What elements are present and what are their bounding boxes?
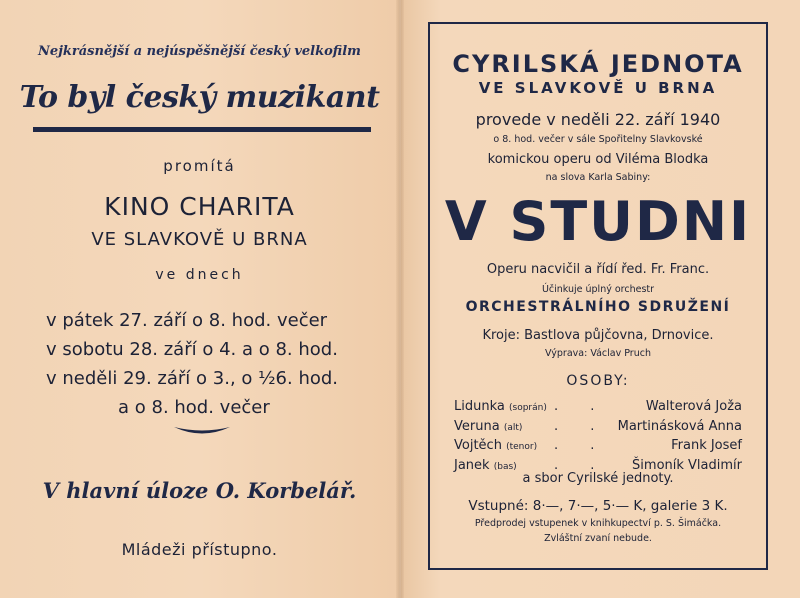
screening-date: v neděli 29. září o 3., o ½6. hod.	[46, 368, 339, 389]
cast-actor: Šimoník Vladimír	[632, 457, 742, 473]
cast-row	[454, 397, 742, 417]
cast-role: Janek (bas)	[454, 457, 517, 473]
voice-type: (soprán)	[509, 403, 547, 413]
title-rule	[33, 127, 371, 132]
cast-role: Vojtěch (tenor)	[454, 438, 538, 453]
ticket-prices: Vstupné: 8·—, 7·—, 5·— K, galerie 3 K.	[468, 498, 728, 514]
cast-dots: . .	[554, 418, 609, 434]
film-title: To byl český muzikant	[19, 80, 380, 115]
cast-dots: . .	[554, 457, 609, 473]
cast-row	[454, 436, 742, 456]
youth-notice: Mládeži přístupno.	[121, 540, 278, 559]
organizer-name: CYRILSKÁ JEDNOTA	[452, 50, 744, 78]
cast-actor: Frank Josef	[671, 438, 742, 453]
dates-label: ve dnech	[155, 267, 244, 283]
cast-dots: . .	[554, 399, 609, 414]
opera-description: komickou operu od Viléma Blodka	[487, 152, 709, 167]
page-fold	[396, 0, 404, 598]
promita-label: promítá	[163, 157, 236, 175]
poster-frame	[428, 22, 768, 570]
swash-ornament	[172, 424, 232, 438]
presale-notice: Předprodej vstupenek v knihkupectví p. S. Šimáčka.	[474, 518, 722, 529]
cast-actor: Walterová Joža	[645, 399, 742, 414]
lead-actor: V hlavní úloze O. Korbelář.	[42, 478, 357, 503]
voice-type: (bas)	[493, 461, 517, 472]
libretto-credit: na slova Karla Sabiny:	[545, 172, 651, 183]
cinema-town: VE SLAVKOVĚ U BRNA	[91, 229, 308, 250]
screening-date: v pátek 27. září o 8. hod. večer	[46, 310, 328, 331]
screening-date: v sobotu 28. září o 4. a o 8. hod.	[46, 339, 338, 360]
scenery-credit: Výprava: Václav Pruch	[545, 348, 651, 359]
left-page	[0, 0, 399, 598]
performance-date: provede v neděli 22. září 1940	[475, 110, 721, 129]
cast-list	[454, 397, 742, 475]
orchestra-label: Účinkuje úplný orchestr	[541, 284, 655, 295]
cast-role: Lidunka (soprán)	[454, 399, 547, 414]
chorus-credit: a sbor Cyrilské jednoty.	[522, 471, 674, 486]
conductor-credit: Operu nacvičil a řídí řed. Fr. Franc.	[486, 262, 710, 277]
screening-dates	[46, 306, 338, 422]
cast-actor: Martinásková Anna	[617, 418, 742, 434]
cast-heading: OSOBY:	[566, 373, 630, 389]
costumes-credit: Kroje: Bastlova půjčovna, Drnovice.	[482, 328, 714, 343]
film-tagline: Nejkrásnější a nejúspěšnější český velkofilm	[38, 44, 361, 59]
opera-title: V STUDNI	[444, 190, 752, 253]
screening-date: a o 8. hod. večer	[118, 397, 270, 418]
voice-type: (alt)	[503, 422, 523, 433]
organizer-town: VE SLAVKOVĚ U BRNA	[478, 79, 718, 97]
cast-row	[454, 417, 742, 437]
cast-role: Veruna (alt)	[454, 418, 523, 434]
cinema-name: KINO CHARITA	[104, 192, 295, 221]
voice-type: (tenor)	[506, 442, 538, 452]
invitation-notice: Zvláštní zvaní nebude.	[544, 533, 652, 544]
venue: o 8. hod. večer v sále Spořitelny Slavkovské	[493, 134, 703, 145]
cast-dots: . .	[554, 438, 609, 453]
orchestra-name: ORCHESTRÁLNÍHO SDRUŽENÍ	[465, 299, 731, 315]
